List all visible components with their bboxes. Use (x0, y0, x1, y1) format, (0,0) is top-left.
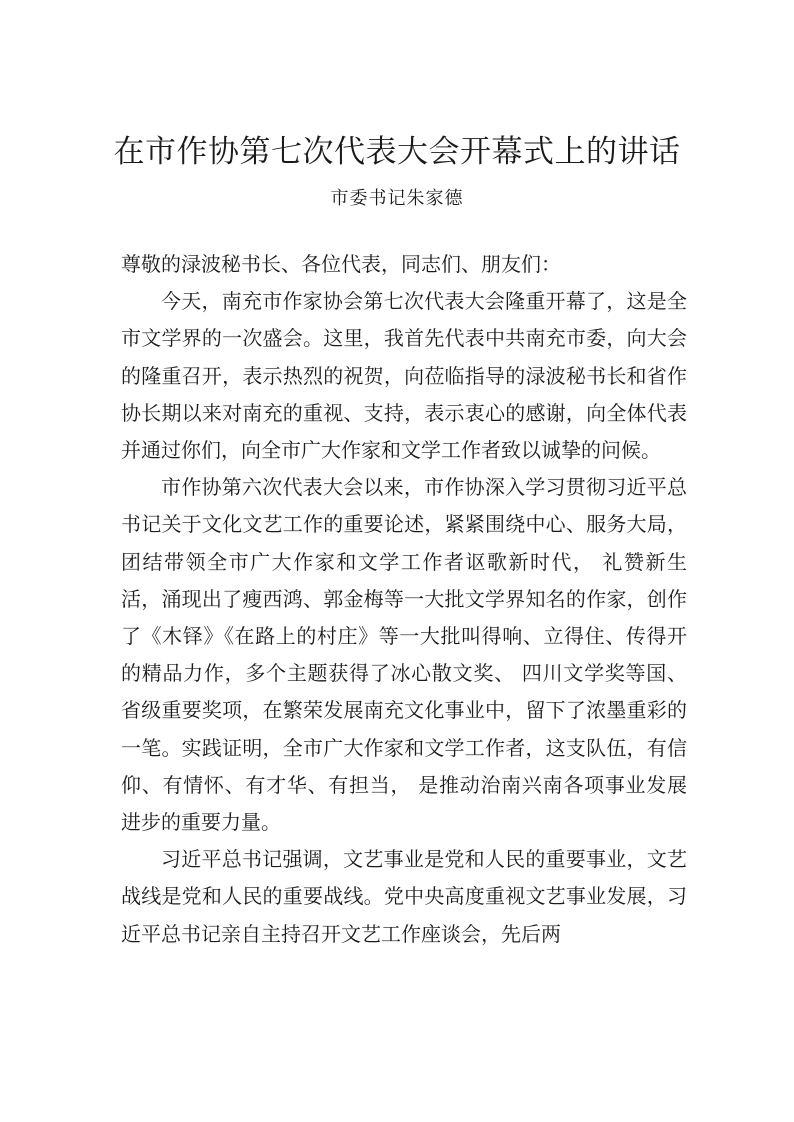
page-title: 在市作协第七次代表大会开幕式上的讲话 (113, 134, 681, 170)
paragraph-opening: 今天，南充市作家协会第七次代表大会隆重开幕了，这是全市文学界的一次盛会。这里，我首先代表中共南充市委，向大会的隆重召开，表示热烈的祝贺，向莅临指导的渌波秘书长和省作协长期以来对南充的重视、支持，表示衷心的感谢，向全体代表并通过你们，向全市广大作家和文学工作者致以诚挚的问候。 (121, 289, 687, 463)
speech-body (121, 246, 687, 953)
paragraph-achievements: 市作协第六次代表大会以来，市作协深入学习贯彻习近平总书记关于文化文艺工作的重要论述，紧紧围绕中心、服务大局，团结带领全市广大作家和文学工作者讴歌新时代， 礼赞新生活，涌现出了瘦西鸿、郭金梅等一大批文学界知名的作家，创作了《木铎》《在路上的村庄》等一大批叫得响、立得住、传得开的精品力作，多个主题获得了冰心散文奖、 四川文学奖等国、省级重要奖项，在繁荣发展南充文化事业中，留下了浓墨重彩的一笔。实践证明，全市广大作家和文学工作者，这支队伍，有信仰、有情怀、有才华、有担当， 是推动治南兴南各项事业发展进步的重要力量。 (121, 475, 687, 835)
speaker-byline: 市委书记朱家德 (330, 188, 464, 209)
paragraph-xi-remarks: 习近平总书记强调，文艺事业是党和人民的重要事业，文艺战线是党和人民的重要战线。党中央高度重视文艺事业发展，习近平总书记亲自主持召开文艺工作座谈会，先后两 (121, 847, 687, 946)
salutation: 尊敬的渌波秘书长、各位代表，同志们、朋友们： (121, 252, 561, 276)
